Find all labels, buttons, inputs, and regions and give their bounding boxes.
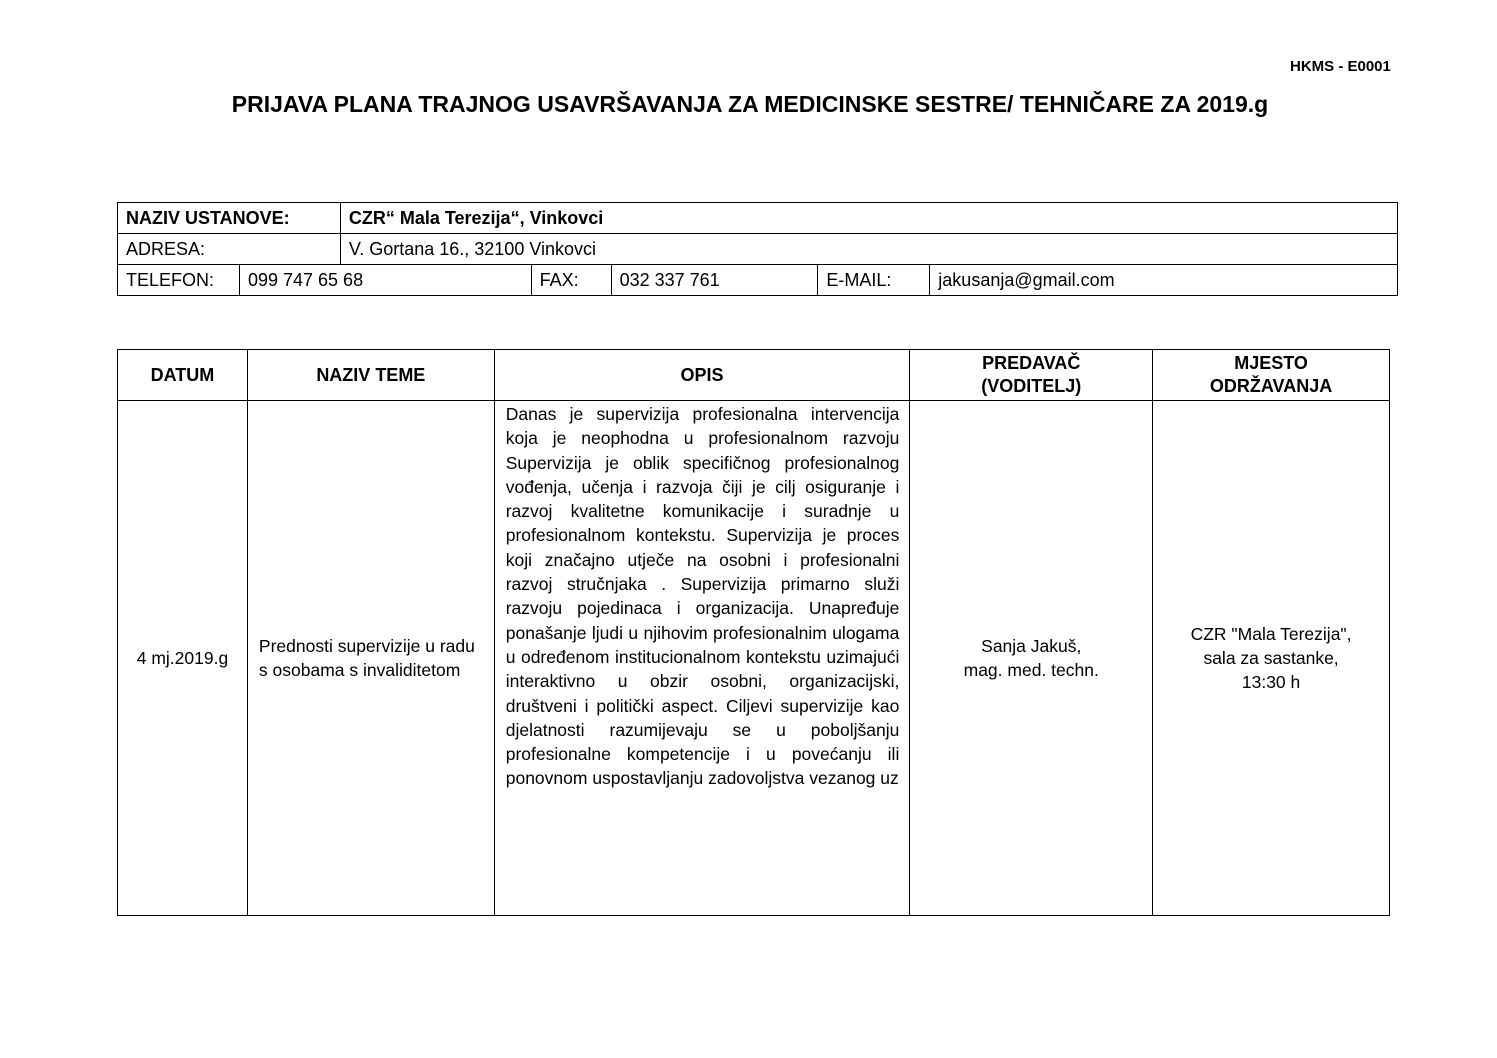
header-datum: DATUM: [118, 350, 248, 401]
institution-address-value: V. Gortana 16., 32100 Vinkovci: [340, 234, 1397, 265]
institution-name-row: [118, 203, 1398, 234]
header-predavac-line1: PREDAVAČ: [982, 353, 1081, 373]
header-predavac-line2: (VODITELJ): [981, 376, 1082, 396]
row-predavac-line2: mag. med. techn.: [963, 660, 1099, 680]
institution-contact-row: [118, 265, 1398, 296]
row-predavac-line1: Sanja Jakuš,: [981, 636, 1082, 656]
page-title: PRIJAVA PLANA TRAJNOG USAVRŠAVANJA ZA MEDICINSKE SESTRE/ TEHNIČARE ZA 2019.g: [231, 91, 1269, 117]
institution-address-label: ADRESA:: [118, 234, 341, 265]
header-mjesto-line2: ODRŽAVANJA: [1209, 376, 1333, 396]
email-label: E-MAIL:: [818, 265, 930, 296]
fax-value: 032 337 761: [611, 265, 818, 296]
phone-label: TELEFON:: [118, 265, 240, 296]
row-mjesto: [1153, 401, 1390, 916]
row-mjesto-line2: sala za sastanke,: [1203, 648, 1339, 668]
row-opis: [494, 401, 910, 916]
institution-table: [117, 202, 1398, 296]
header-mjesto-line1: MJESTO: [1234, 353, 1308, 373]
row-opis-text: Danas je supervizija profesionalna intervencija koja je neophodna u profesionalnom razvoju Supervizija je oblik specifičnog profesionalnog vođenja, učenja i razvoja čiji je cilj osiguranje i razvoj kvalitetne komunikacije i suradnje u profesionalnom kontekstu. Supervizija je proces koji značajno utječe na osobni i profesionalni razvoj stručnjaka . Supervizija primarno služi razvoju pojedinaca i organizacija. Unapređuje ponašanje ljudi u njihovim profesionalnim ulogama u određenom institucionalnom kontekstu uzimajući interaktivno u obzir osobni, organizacijski, društveni i politički aspect. Ciljevi supervizije kao djelatnosti razumijevaju se u poboljšanju profesionalne kompetencije i u povećanju ili ponovnom uspostavljanju zadovoljstva vezanog uz: [505, 404, 900, 789]
table-row: [118, 401, 1390, 916]
row-predavac: [910, 401, 1153, 916]
row-mjesto-line3: 13:30 h: [1241, 672, 1301, 692]
institution-name-label: NAZIV USTANOVE:: [118, 203, 341, 234]
header-predavac: [910, 350, 1153, 401]
row-mjesto-line1: CZR "Mala Terezija",: [1190, 624, 1352, 644]
institution-address-row: [118, 234, 1398, 265]
fax-label: FAX:: [531, 265, 611, 296]
form-code: HKMS - E0001: [1290, 58, 1391, 75]
row-datum: 4 mj.2019.g: [118, 401, 248, 916]
header-opis: OPIS: [494, 350, 910, 401]
row-tema: Prednosti supervizije u radu s osobama s invaliditetom: [247, 401, 494, 916]
header-tema: NAZIV TEME: [247, 350, 494, 401]
email-value: jakusanja@gmail.com: [930, 265, 1398, 296]
header-mjesto: [1153, 350, 1390, 401]
institution-name-value: CZR“ Mala Terezija“, Vinkovci: [340, 203, 1397, 234]
plan-table: [117, 349, 1390, 916]
plan-header-row: [118, 350, 1390, 401]
phone-value: 099 747 65 68: [239, 265, 531, 296]
